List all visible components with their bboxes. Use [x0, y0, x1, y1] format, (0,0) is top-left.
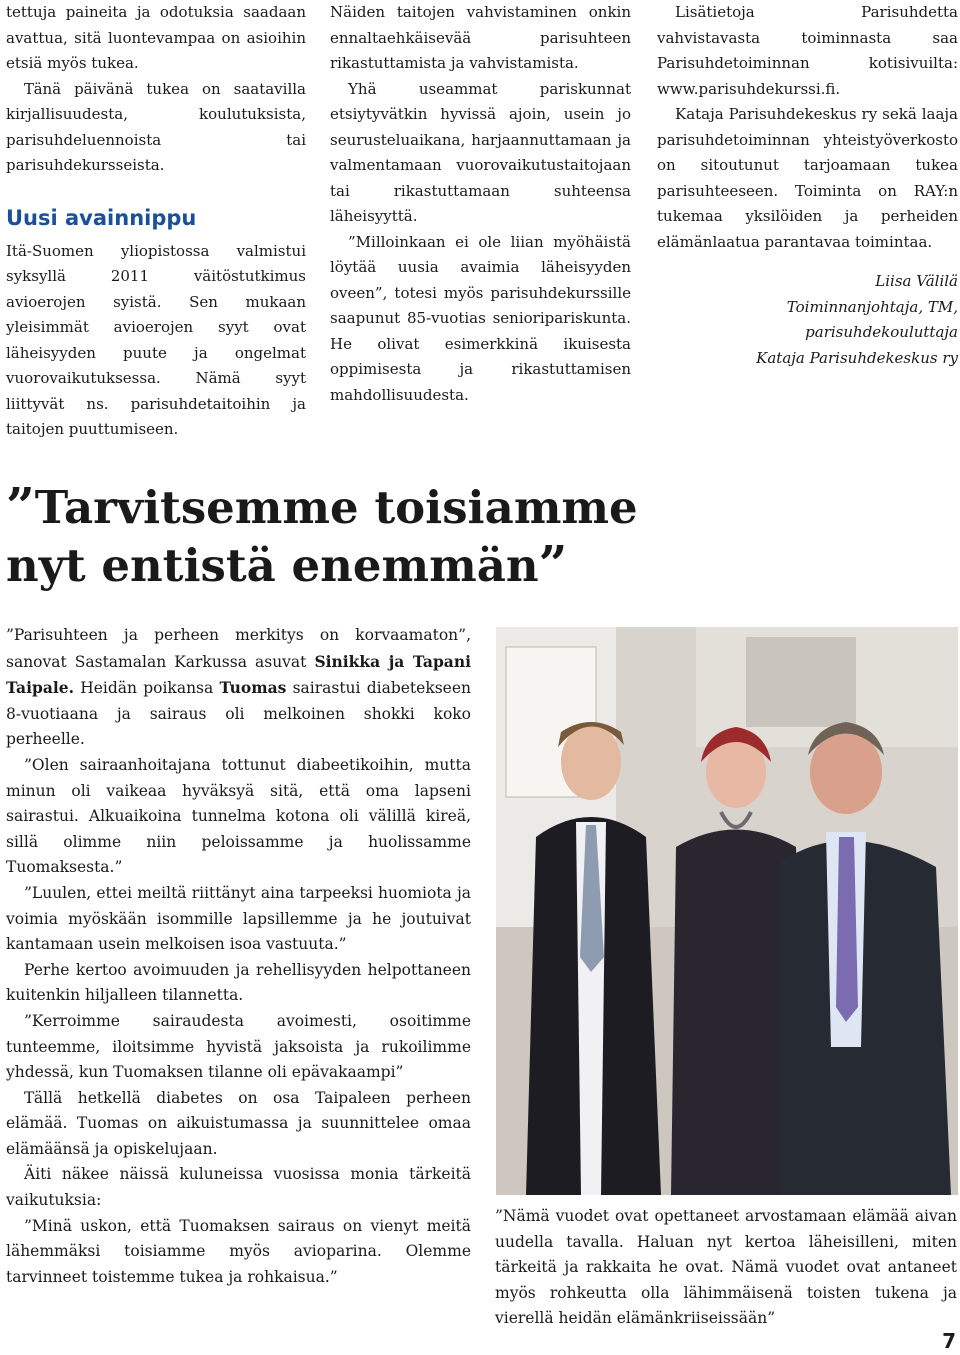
headline-line-2: nyt entistä enemmän [6, 539, 539, 592]
article-paragraph-1 [6, 623, 471, 753]
signature-title-1: Toiminnanjohtaja, TM, [786, 297, 958, 316]
article-paragraph-3: ”Luulen, ettei meiltä riittänyt aina tarpeeksi huomiota ja voimia myöskään isommille lapsillemme ja he joutuivat kantamaan usein melkoisen isoa vastuuta.” [6, 883, 471, 954]
headline-line-1: Tarvitsemme toisiamme [34, 481, 638, 534]
article-paragraph-6: Tällä hetkellä diabetes on osa Taipaleen perheen elämää. Tuomas on aikuistumassa ja suunnittelee omaa elämäänsä ja opiskelujaan. [6, 1088, 471, 1158]
article-p1-text-a: ”Parisuhteen ja perheen merkitys on korvaamaton”, sanovat Sastamalan Karkussa asuvat [6, 626, 471, 671]
headline-open-quote: ” [6, 476, 35, 535]
column-3 [657, 0, 958, 371]
family-photo-illustration [496, 627, 958, 1195]
article-paragraph-8: ”Minä uskon, että Tuomaksen sairaus on vienyt meitä lähemmäksi toisiamme myös avioparina. Olemme tarvinneet toistemme tukea ja rohkaisua.” [6, 1216, 471, 1286]
article-right-column [495, 1204, 957, 1332]
page-number: 7 [942, 1329, 956, 1353]
article-paragraph-7: Äiti näkee näissä kuluneissa vuosissa monia tärkeitä vaikutuksia: [6, 1165, 471, 1210]
article-left-column [6, 623, 471, 1290]
col2-paragraph-1: Näiden taitojen vahvistaminen onkin ennaltaehkäisevää parisuhteen rikastuttamista ja vahvistamista. [330, 3, 631, 72]
article-p1-son: Tuomas [219, 678, 287, 698]
column-2 [330, 0, 631, 408]
col1-paragraph-2: Tänä päivänä tukea on saatavilla kirjallisuudesta, koulutuksista, parisuhdeluennoista tai parisuhdekursseista. [6, 79, 306, 174]
col1-paragraph-1: tettuja paineita ja odotuksia saadaan avattua, sitä luontevampaa on asioihin etsiä myös tukea. [6, 3, 306, 72]
signature-name: Liisa Välilä [875, 272, 958, 290]
headline-close-quote: ” [538, 534, 568, 593]
article-paragraph-9: ”Nämä vuodet ovat opettaneet arvostamaan elämää aivan uudella tavalla. Haluan nyt kertoa läheisilleni, miten tärkeitä ja rakkaita he ovat. Nämä vuodet ovat antaneet myös rohkeutta olla lähimmäisenä toisten tukena ja vierellä heidän elämänkriiseissään” [495, 1207, 957, 1328]
col1-paragraph-3: Itä-Suomen yliopistossa valmistui syksyllä 2011 väitöstutkimus avioerojen syistä. Sen mukaan yleisimmät avioerojen syyt ovat läheisyyden puute ja ongelmat vuorovaikutuksessa. Nämä syyt liittyvät ns. parisuhdetaitoihin ja taitojen puuttumiseen. [6, 241, 306, 438]
column-1 [6, 0, 306, 443]
article-paragraph-2: ”Olen sairaanhoitajana tottunut diabeetikoihin, mutta minun oli vaikeaa hyväksyä sitä, että oma lapseni sairastui. Alkuaikoina tunnelma kotona oli välillä kireä, sillä olimme niin peloissamme ja huolissamme Tuomaksesta.” [6, 755, 471, 877]
headline [6, 478, 956, 594]
article-p1-names: Sinikka ja Tapani Taipale. [6, 651, 471, 698]
family-photo [496, 627, 958, 1195]
article-paragraph-4: Perhe kertoo avoimuuden ja rehellisyyden helpottaneen kuitenkin hiljalleen tilannetta. [6, 960, 471, 1005]
signature-org: Kataja Parisuhdekeskus ry [756, 348, 958, 367]
col2-paragraph-2: Yhä useammat pariskunnat etsiytyvätkin hyvissä ajoin, usein jo seurusteluaikana, harjaannuttamaan ja valmentamaan vuorovaikutustaitojaan tai rikastuttamaan suhteensa läheisyyttä. [330, 79, 631, 225]
subheading: Uusi avainnippu [6, 205, 197, 230]
article-p1-text-b: Heidän poikansa [74, 679, 220, 698]
col3-paragraph-2: Kataja Parisuhdekeskus ry sekä laaja parisuhdetoiminnan yhteistyöverkosto on sitoutunut tarjoamaan tukea parisuhteeseen. Toiminta on RAY:n tukemaa yksilöiden ja perheiden elämänlaatua parantavaa toimintaa. [657, 105, 958, 251]
article-paragraph-5: ”Kerroimme sairaudesta avoimesti, osoitimme tunteemme, iloitsimme hyvistä jaksoista ja rukoilimme yhdessä, kun Tuomaksen tilanne oli epävakaampi” [6, 1011, 471, 1082]
col3-paragraph-1: Lisätietoja Parisuhdetta vahvistavasta toiminnasta saa Parisuhdetoiminnan kotisivuilta: www.parisuhdekurssi.fi. [657, 3, 958, 98]
signature-title-2: parisuhdekouluttaja [805, 323, 958, 341]
col2-paragraph-3: ”Milloinkaan ei ole liian myöhäistä löytää uusia avaimia läheisyyden oveen”, totesi myös parisuhdekurssille saapunut 85-vuotias senioripariskunta. He olivat esimerkkinä ikuisesta oppimisesta ja rikastuttamisen mahdollisuudesta. [330, 232, 631, 404]
article-p1-text-c: sairastui diabetekseen 8-vuotiaana ja sairaus oli melkoinen shokki koko perheelle. [6, 679, 471, 749]
